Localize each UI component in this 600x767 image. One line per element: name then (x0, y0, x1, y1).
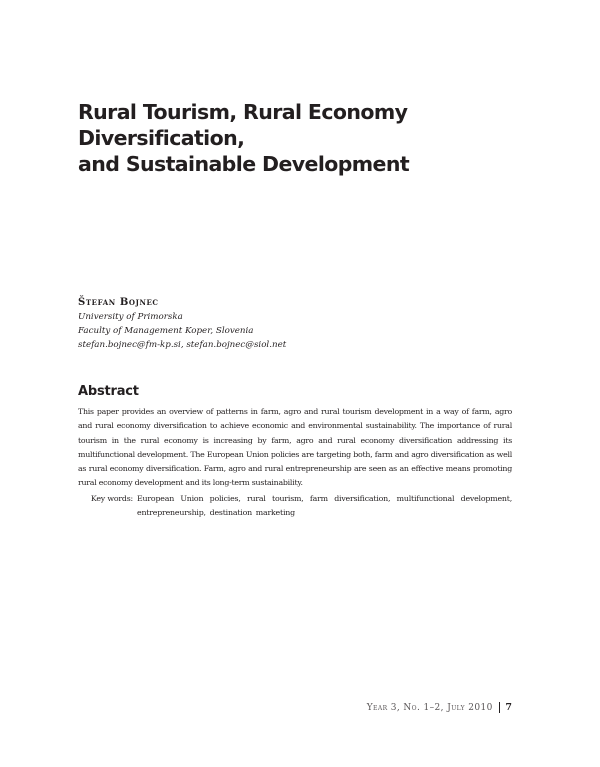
page-footer (367, 702, 512, 713)
footer-divider (499, 702, 501, 713)
abstract-body: This paper provides an overview of patterns in farm, agro and rural tourism development in a way of farm, agro and rural economy diversification to achieve economic and environmental sustainability. The importance of rural tourism in the rural economy is increasing by farm, agro and rural economy diversification addressing its multifunctional development. The European Union policies are targeting both, farm and agro diversification as well as rural economy diversification. Farm, agro and rural entrepreneurship are seen as an effective means promoting rural economy development and its long-term sustainability. (78, 407, 512, 488)
keywords-label: Key words: (90, 494, 133, 503)
author-block (78, 296, 286, 352)
author-faculty: Faculty of Management Koper, Slovenia (78, 326, 254, 336)
keywords (78, 492, 512, 520)
footer-issue: Year 3, No. 1–2, July 2010 (366, 702, 493, 713)
author-university: University of Primorska (78, 312, 183, 322)
title-line-2: and Sustainable Development (78, 152, 410, 176)
article-title (78, 99, 558, 177)
title-line-1: Rural Tourism, Rural Economy Diversification, (78, 100, 408, 150)
abstract-heading: Abstract (78, 384, 139, 399)
keywords-text: European Union policies, rural tourism, farm diversification, multifunctional development, entrepreneurship, destination marketing (137, 494, 512, 517)
author-name: Štefan Bojnec (78, 297, 159, 308)
page-number: 7 (505, 702, 512, 713)
author-emails: stefan.bojnec@fm-kp.si, stefan.bojnec@siol.net (78, 340, 287, 350)
